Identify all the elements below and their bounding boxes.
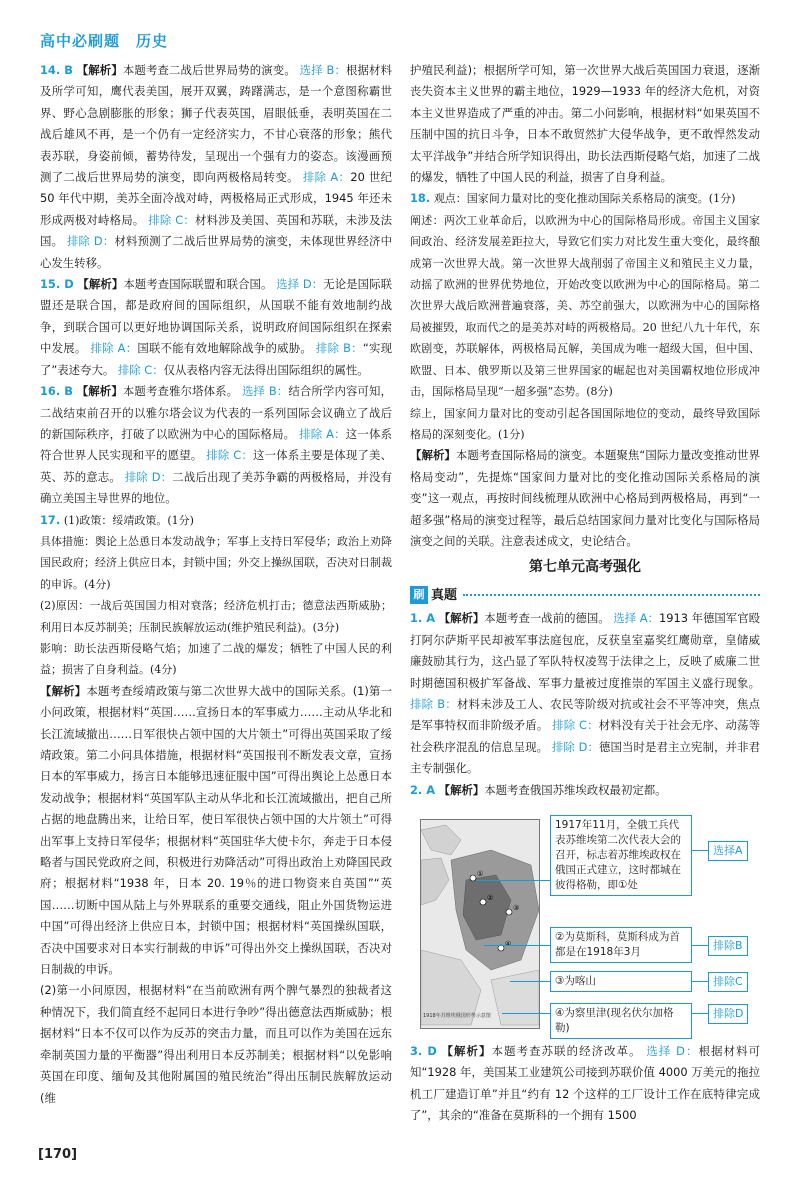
header-title: 高中必刷题 历史 (40, 32, 169, 50)
pointer-1 (476, 880, 550, 881)
map-graphic (421, 820, 540, 1029)
answer-17-reasons: (2)原因：一战后英国国力相对衰落；经济危机打击；德意法西斯威胁；利用日本反苏制美；压制民族解放运动(维护殖民利益)。(3分) (40, 599, 392, 634)
answer-14: 14. B 【解析】本题考查二战后世界局势的演变。 选择 B：根据材料及所学可知，鹰代表美国，展开双翼，踌躇满志，是一个意图称霸世界、野心急剧膨胀的形象；狮子代表英国，眉眼低垂，表明英国在二战后雄风不再，是一个仍有一定经济实力，不甘心衰落的形象；熊代表苏联，身姿前倾，蓄势待发，呈现出一个强有力的姿态。该漫画预测了二战后世界局势的演变，即向两极格局转变。 排除 A：20 世纪 50 年代中期，美苏全面冷战对峙，两极格局正式形成，1945 年还未形成两极对峙格局。 排除 C：材料涉及美国、英国和苏联，未涉及法国。 排除 D：材料预测了二战后世界局势的演变，未体现世界经济中心发生转移。 (40, 63, 392, 270)
answer-17-analysis-2: (2)第一小问原因，根据材料“在当前欧洲有两个脾气暴烈的独裁者这种情况下，我们简直经不起同日本进行争吵”得出德意法西斯威胁；根据材料“日本不仅可以作为反苏的突击力量，而且可以作为美国在远东牵制英国力量的平衡器”得出利用日本反苏制美；根据材料“以免影响英国在印度、缅甸及其他附属国的殖民统治”得出压制民族解放运动(维 (40, 983, 392, 1105)
map-marker-1: ① (477, 870, 484, 878)
connector-c (692, 981, 708, 982)
pointer-2 (484, 945, 550, 946)
right-column (410, 60, 760, 1127)
soviet-russia-map-figure (410, 805, 760, 1035)
pointer-4 (502, 1013, 550, 1014)
dotted-divider (463, 594, 760, 596)
callout-moscow: ②为莫斯科，莫斯科成为首都是在1918年3月 (550, 927, 692, 963)
answer-18-conclusion: 综上，国家间力量对比的变动引起各国国际地位的变动，最终导致国际格局的深刻变化。(1分) (410, 406, 760, 441)
answer-17-measures: 具体措施：舆论上怂恿日本发动战争；军事上支持日军侵华；政治上劝降国民政府；经济上供应日本，封锁中国；外交上操纵国联，否决对日制裁的申诉。(4分) (40, 534, 392, 591)
answer-17-continued: 护殖民利益)；根据所学可知，第一次世界大战后英国国力衰退，逐渐丧失资本主义世界的霸主地位，1929—1933 年的经济大危机，对资本主义世界造成了严重的冲击。第二小问影响，根据材料“如果英国不压制中国的抗日斗争，日本不敢贸然扩大侵华战争，更不敢悍然发动太平洋战争”并结合所学知识得出，助长法西斯侵略气焰，加速了二战的爆发，牺牲了中国人民的利益，损害了自身利益。 (410, 63, 760, 185)
page-number: [170] (38, 1147, 78, 1162)
connector-d (692, 1013, 708, 1014)
map-marker-2: ② (487, 894, 494, 902)
map-image (420, 819, 540, 1029)
callout-kazan: ③为喀山 (550, 971, 692, 992)
brush-badge-icon: 刷 (410, 586, 428, 604)
callout-petrograd: 1917年11月，全俄工兵代表苏维埃第二次代表大会的召开，标志着苏维埃政权在俄国正式建立，这时都城在彼得格勒，即①处 (550, 815, 692, 896)
answer-16: 16. B 【解析】本题考查雅尔塔体系。 选择 B：结合所学内容可知，二战结束前召开的以雅尔塔会议为代表的一系列国际会议确立了战后的新国际秩序，打破了以欧洲为中心的国际格局。 排除 A：这一体系符合世界人民实现和平的愿望。 排除 C：这一体系主要是体现了美、英、苏的意志。 排除 D：二战后出现了美苏争霸的两极格局，并没有确立美国主导世界的地位。 (40, 384, 393, 506)
option-d-label: 排除D (708, 1004, 748, 1024)
option-c-label: 排除C (708, 972, 748, 992)
left-column (40, 60, 392, 1109)
map-marker-3: ③ (513, 904, 520, 912)
answer-17-impact: 影响：助长法西斯侵略气焰；加速了二战的爆发；牺牲了中国人民的利益；损害了自身利益。(4分) (40, 641, 392, 677)
answer-17-analysis: 【解析】本题考查绥靖政策与第二次世界大战中的国际关系。(1)第一小问政策，根据材料“英国……宣扬日本的军事威力……主动从华北和长江流域撤出……日军很快占领中国的大片领土”可得出英国采取了绥靖政策。第二小问具体措施，根据材料“英国报刊不断发表文章，宣扬日本的军事威力，扬言日本能够迅速征服中国”可得出舆论上怂恿日本发动战争；根据材料“英国军队主动从华北和长江流域撤出，把自己所占据的地盘腾出来，让给日军，使日军很快占领中国的大片领土”可得出军事上支持日军侵华；根据材料“英国驻华大使卡尔，奔走于日本侵略者与国民党政府之间，积极进行劝降活动”可得出政治上劝降国民政府；根据材料“1938 年，日本 20. 19％的进口物资来自英国”“英国……切断中国从陆上与外界联系的重要交通线，阻止外国货物运进中国”可得出经济上供应日本，封锁中国；根据材料“英国操纵国联，否决中国要求对日本实行制裁的申诉”可得出外交上操纵国联，否决对日制裁的申诉。 (40, 683, 392, 977)
pointer-3 (510, 981, 550, 982)
answer-18: 18. 观点：国家间力量对比的变化推动国际关系格局的演变。(1分) 阐述：两次工业革命后，以欧洲为中心的国际格局形成。帝国主义国家间政治、经济发展差距拉大，导致它们实力对比发生重大变化，最终酿成第一次世界大战。第一次世界大战削弱了帝国主义和殖民主义力量，动摇了欧洲的世界优势地位，开始改变以欧洲为中心的国际格局。第二次世界大战后欧洲普遍衰落，美、苏空前强大，以欧洲为中心的国际格局被摧毁，取而代之的是美苏对峙的两极格局。20 世纪八九十年代，东欧剧变，苏联解体，两极格局瓦解，美国成为唯一超级大国，但中国、欧盟、日本、俄罗斯以及第三世界国家的崛起也对美国霸权地位形成冲击，国际格局呈现“一超多强”态势。(8分) 综上，国家间力量对比的变动引起各国国际地位的变动，最终导致国际格局的深刻变化。(1分) 【解析】本题考查国际格局的演变。本题聚焦“国际力量改变推动世界格局变动”，先提炼“国家间力量对比的变化推动国际关系格局的演变”这一观点，再按时间线梳理从欧洲中心格局到两极格局，再到“一超多强”格局的演变过程等，最后总结国家间力量对比变化与国际格局演变之间的关联。注意表述成文，史论结合。 (410, 188, 760, 552)
answer-18-analysis: 【解析】本题考查国际格局的演变。本题聚焦“国际力量改变推动世界格局变动”，先提炼“国家间力量对比的变化推动国际关系格局的演变”这一观点，再按时间线梳理从欧洲中心格局到两极格局，再到“一超多强”格局的演变过程等，最后总结国家间力量对比变化与国际格局演变之间的关联。注意表述成文，史论结合。 (410, 448, 760, 548)
connector-b (692, 945, 708, 946)
callout-tsaritsyn: ④为察里津(现名伏尔加格勒) (550, 1003, 692, 1039)
section-header-zhenti: 刷 真题 (410, 584, 760, 606)
connector-a (692, 850, 708, 851)
option-a-label: 选择A (708, 841, 748, 861)
answer-15: 15. D 【解析】本题考查国际联盟和联合国。 选择 D：无论是国际联盟还是联合国，都是政府间的国际组织，从国联不能有效地制约战争，到联合国可以更好地协调国际关系，说明政府间国际组织在探索中发展。 排除 A：国联不能有效地解除战争的威胁。 排除 B：“实现了”表述夸大。 排除 C：仅从表格内容无法得出国际组织的属性。 (40, 277, 393, 377)
map-caption: 1918年苏维埃俄国形势示意图 (423, 1012, 491, 1019)
map-marker-4: ④ (505, 940, 512, 948)
answer-18-elaboration: 阐述：两次工业革命后，以欧洲为中心的国际格局形成。帝国主义国家间政治、经济发展差距拉大，导致它们实力对比发生重大变化，最终酿成第一次世界大战。第一次世界大战削弱了帝国主义和殖民主义力量，动摇了欧洲的世界优势地位，开始改变以欧洲为中心的国际格局。第二次世界大战后欧洲普遍衰落，美、苏空前强大，以欧洲为中心的国际格局被摧毁，取而代之的是美苏对峙的两极格局。20 世纪八九十年代，东欧剧变，苏联解体，两极格局瓦解，美国成为唯一超级大国，但中国、欧盟、日本、俄罗斯以及第三世界国家的崛起也对美国霸权地位形成冲击，国际格局呈现“一超多强”态势。(8分) (410, 213, 760, 399)
real-answer-1: 1. A 【解析】本题考查一战前的德国。 选择 A：1913 年德国军官殴打阿尔萨斯平民却被军事法庭包庇，反获皇室嘉奖红鹰勋章，皇储威廉鼓励其行为，这凸显了军队特权凌驾于法律之上，反映了威廉二世时期德国积极扩军备战、军事力量被过度推崇的军国主义盛行现象。 排除 B：材料未涉及工人、农民等阶级对抗或社会不平等冲突，焦点是军事特权而非阶级矛盾。 排除 C：材料没有关于社会无序、动荡等社会秩序混乱的信息呈现。 排除 D：德国当时是君主立宪制，并非君主专制强化。 (410, 611, 760, 776)
real-answer-3: 3. D 【解析】本题考查苏联的经济改革。 选择 D：根据材料可知“1928 年，美国某工业建筑公司接到苏联价值 4000 万美元的拖拉机工厂建造订单”并且“约有 12 个这样的工厂设计工作在底特律完成了”，其余的“准备在莫斯科的一个拥有 1500 (410, 1044, 760, 1123)
real-answer-2: 2. A 【解析】本题考查俄国苏维埃政权最初定都。 (410, 782, 667, 797)
option-b-label: 排除B (708, 936, 748, 956)
answer-17: 17. (1)政策：绥靖政策。(1分) 具体措施：舆论上怂恿日本发动战争；军事上支持日军侵华；政治上劝降国民政府；经济上供应日本，封锁中国；外交上操纵国联，否决对日制裁的申诉。(4分) (2)原因：一战后英国国力相对衰落；经济危机打击；德意法西斯威胁；利用日本反苏制美；压制民族解放运动(维护殖民利益)。(3分) 影响：助长法西斯侵略气焰；加速了二战的爆发；牺牲了中国人民的利益；损害了自身利益。(4分) 【解析】本题考查绥靖政策与第二次世界大战中的国际关系。(1)第一小问政策，根据材料“英国……宣扬日本的军事威力……主动从华北和长江流域撤出……日军很快占领中国的大片领土”可得出英国采取了绥靖政策。第二小问具体措施，根据材料“英国报刊不断发表文章，宣扬日本的军事威力，扬言日本能够迅速征服中国”可得出舆论上怂恿日本发动战争；根据材料“英国军队主动从华北和长江流域撤出，把自己所占据的地盘腾出来，让给日军，使日军很快占领中国的大片领土”可得出军事上支持日军侵华；根据材料“英国驻华大使卡尔，奔走于日本侵略者与国民党政府之间，积极进行劝降活动”可得出政治上劝降国民政府；根据材料“1938 年，日本 20. 19％的进口物资来自英国”“英国……切断中国从陆上与外界联系的重要交通线，阻止外国货物运进中国”可得出经济上供应日本，封锁中国；根据材料“英国操纵国联，否决中国要求对日本实行制裁的申诉”可得出外交上操纵国联，否决对日制裁的申诉。 (2)第一小问原因，根据材料“在当前欧洲有两个脾气暴烈的独裁者这种情况下，我们简直经不起同日本进行争吵”得出德意法西斯威胁；根据材料“日本不仅可以作为反苏的突击力量，而且可以作为美国在远东牵制英国力量的平衡器”得出利用日本反苏制美；根据材料“以免影响英国在印度、缅甸及其他附属国的殖民统治”得出压制民族解放运动(维 (40, 510, 392, 1109)
unit-title: 第七单元高考强化 (529, 559, 641, 576)
